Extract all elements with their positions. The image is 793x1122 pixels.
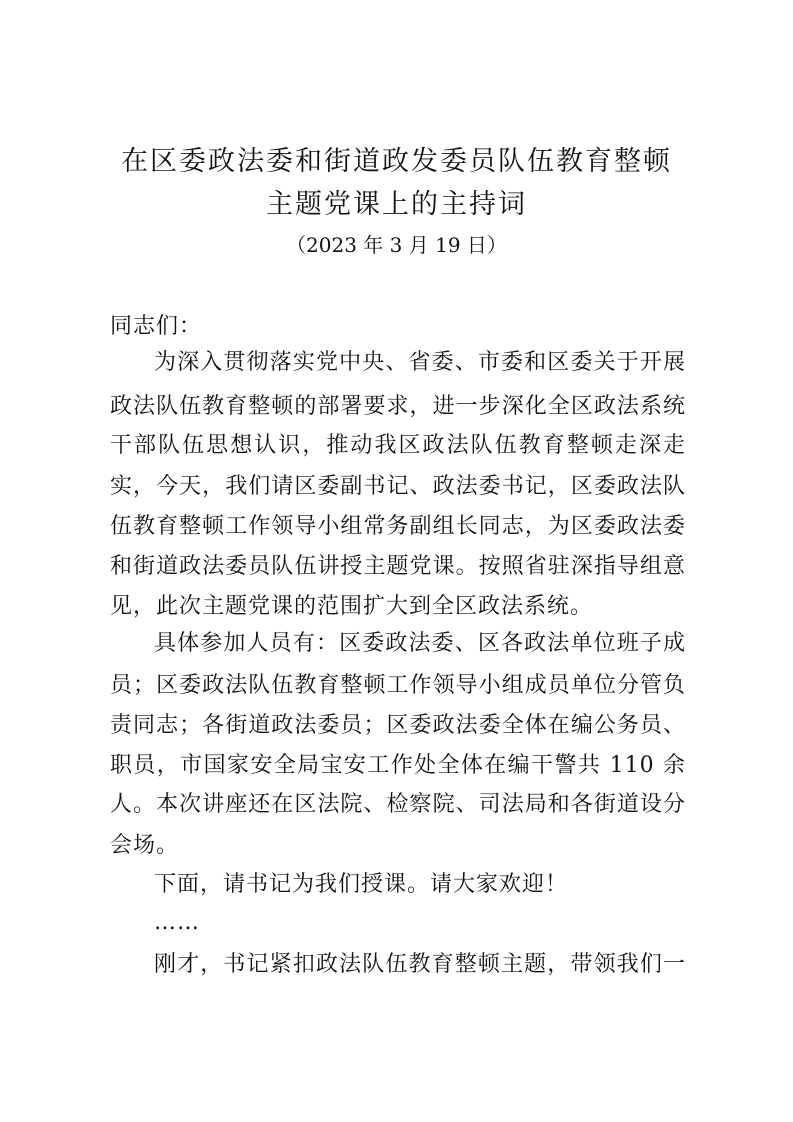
body-line: 职员，市国家安全局宝安工作处全体在编干警共 110 余	[110, 753, 686, 778]
body-line: 会场。	[110, 833, 180, 858]
salutation: 同志们：	[110, 314, 203, 339]
body-line: 下面，请书记为我们授课。请大家欢迎！	[154, 872, 569, 897]
body-line: 人。本次讲座还在区法院、检察院、司法局和各街道设分	[110, 792, 686, 817]
body-line: 实，今天，我们请区委副书记、政法委书记，区委政法队	[110, 474, 686, 499]
document-title-line-2: 主题党课上的主持词	[266, 189, 527, 220]
body-line: 员；区委政法队伍教育整顿工作领导小组成员单位分管负	[110, 673, 686, 698]
body-line: 刚才，书记紧扣政法队伍教育整顿主题，带领我们一	[154, 952, 686, 977]
body-line: 伍教育整顿工作领导小组常务副组长同志，为区委政法委	[110, 514, 686, 539]
document-date: （2023 年 3 月 19 日）	[286, 233, 507, 257]
body-line: 具体参加人员有：区委政法委、区各政法单位班子成	[154, 631, 686, 656]
document-title-line-1: 在区委政法委和街道政发委员队伍教育整顿	[121, 146, 672, 177]
body-line: 为深入贯彻落实党中央、省委、市委和区委关于开展	[154, 350, 686, 375]
body-line: 和街道政法委员队伍讲授主题党课。按照省驻深指导组意	[110, 554, 686, 579]
body-line: 责同志；各街道政法委员；区委政法委全体在编公务员、	[110, 713, 686, 738]
body-line: 干部队伍思想认识，推动我区政法队伍教育整顿走深走	[110, 433, 686, 458]
body-line: 政法队伍教育整顿的部署要求，进一步深化全区政法系统	[110, 394, 686, 419]
body-line: 见，此次主题党课的范围扩大到全区政法系统。	[110, 594, 594, 619]
ellipsis-line: ……	[154, 910, 200, 935]
